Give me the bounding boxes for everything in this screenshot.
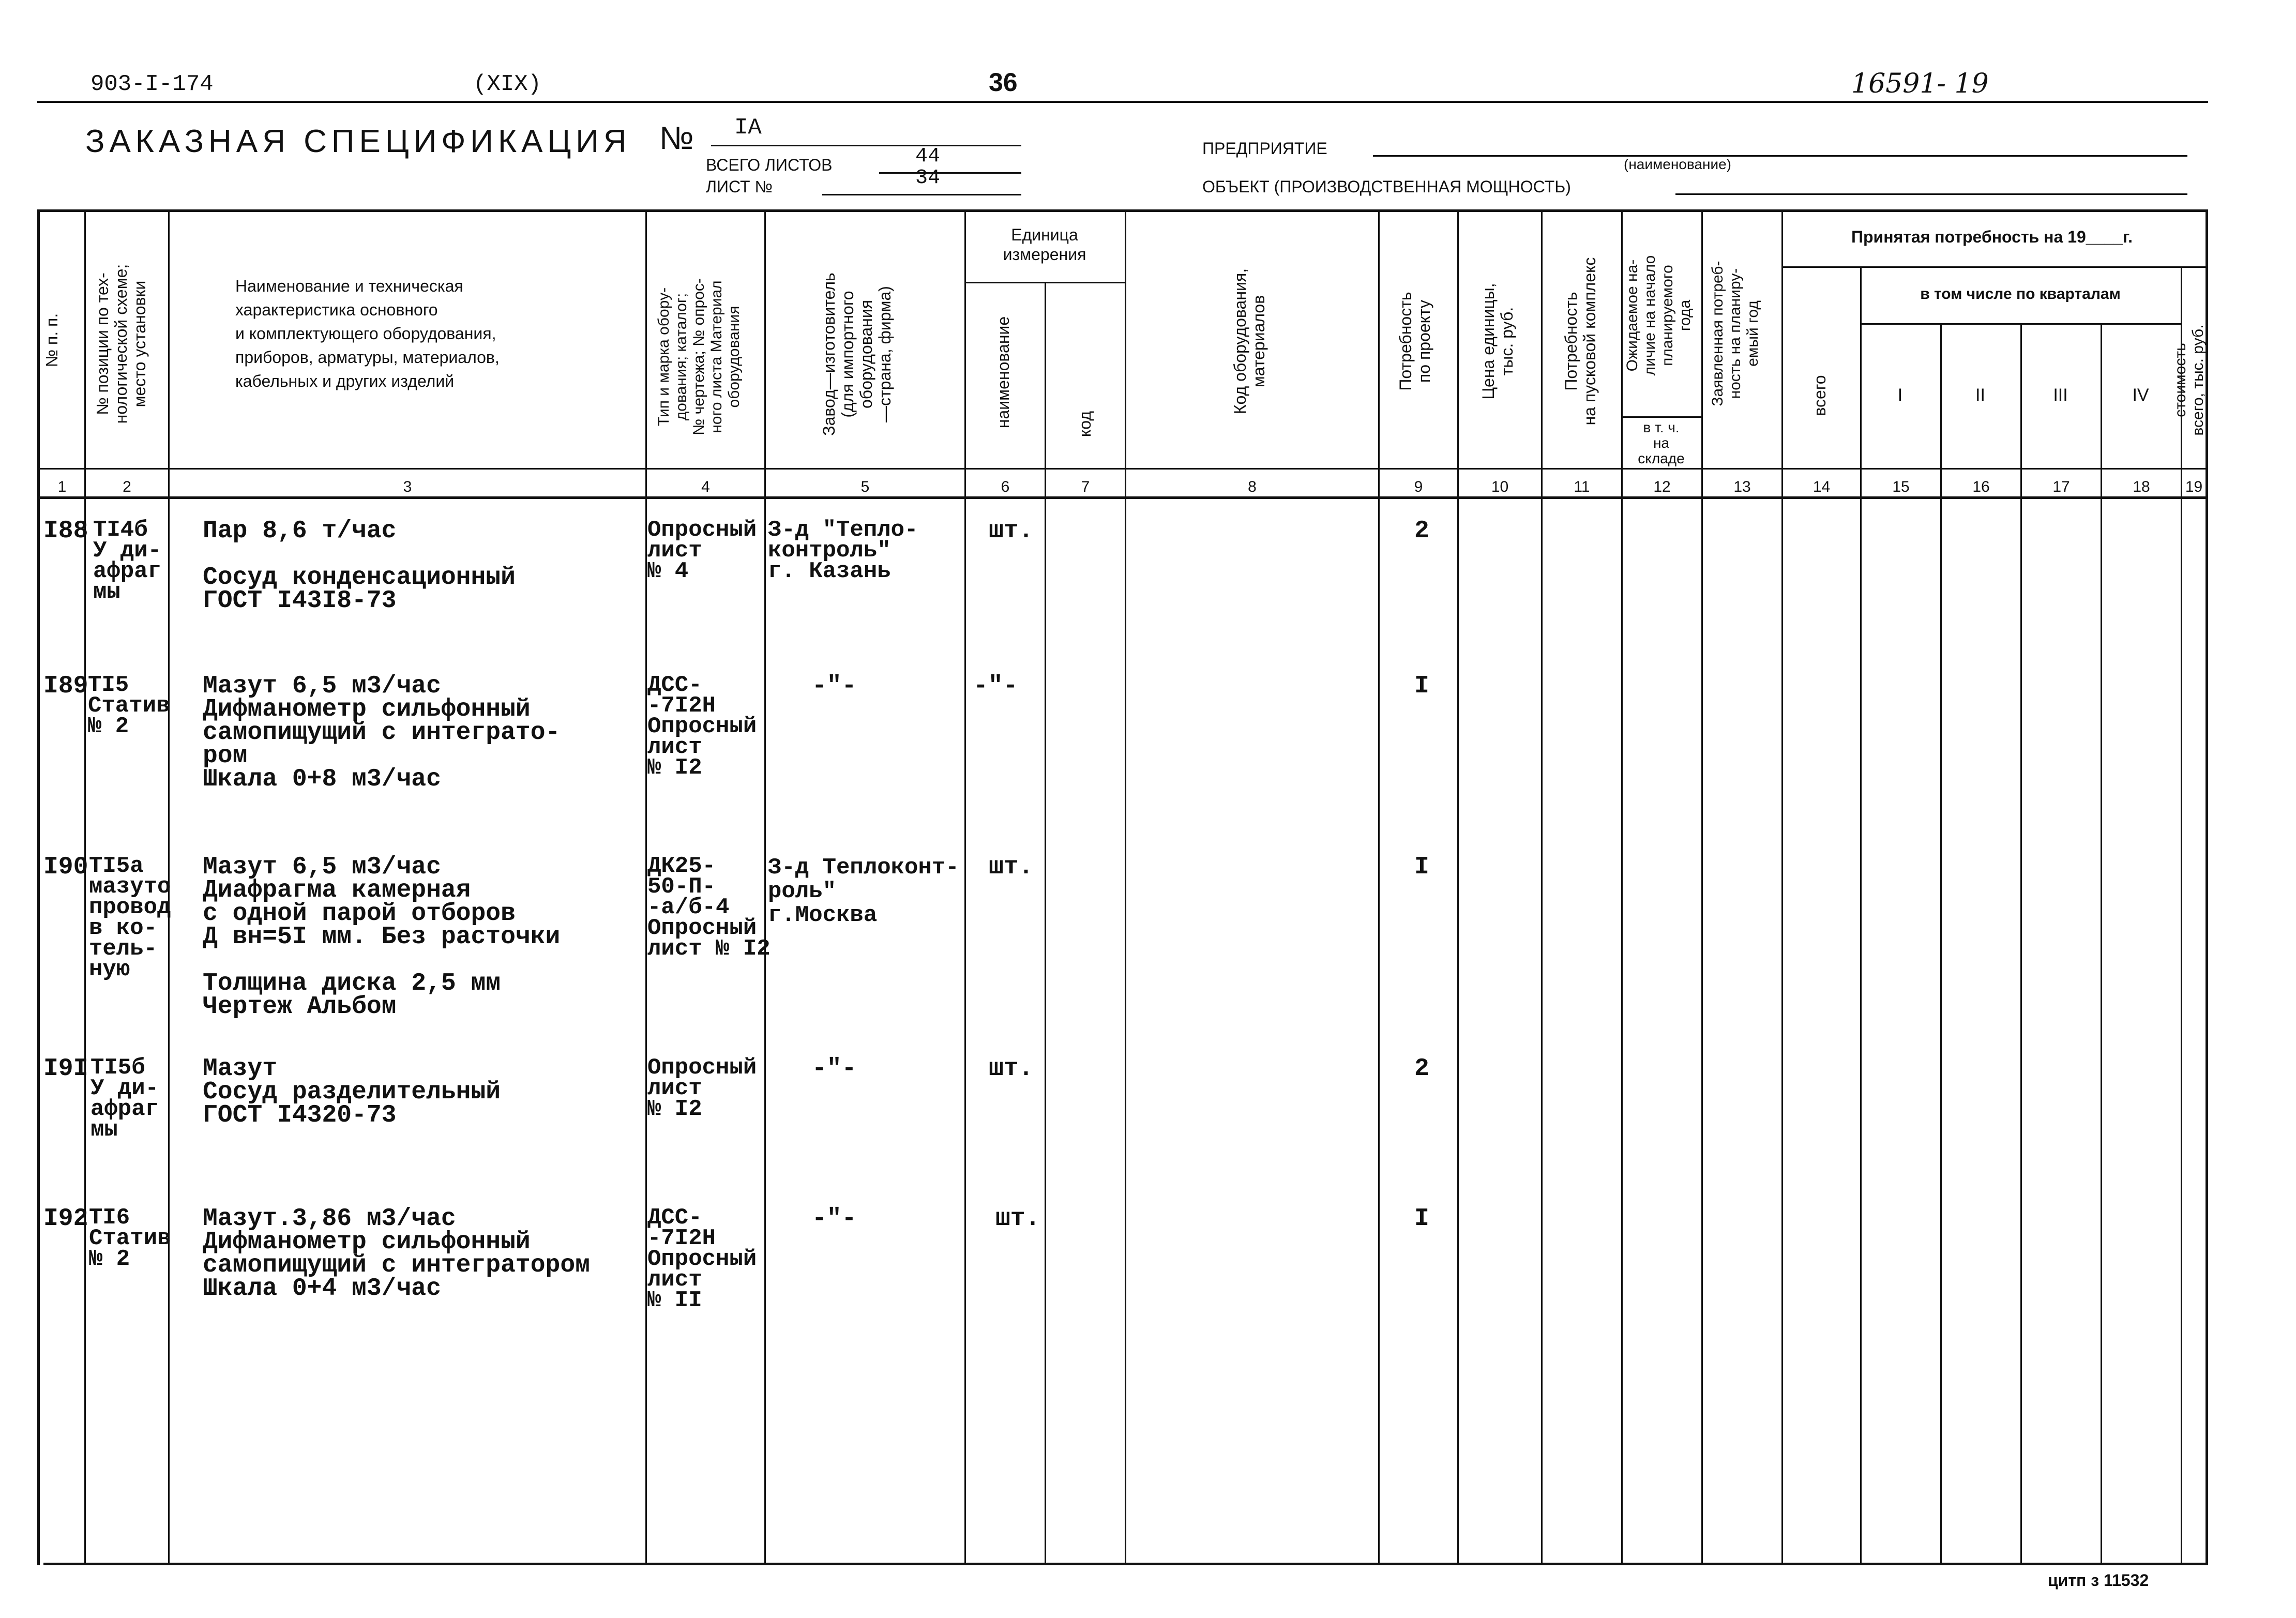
row-description: Мазут Сосуд разделительный ГОСТ I4320-73: [203, 1055, 501, 1129]
enterprise-underline: [1373, 155, 2187, 157]
name-hint: (наименование): [1624, 156, 1731, 172]
col-sep-9: [1457, 209, 1459, 1565]
sheet-value: 34: [915, 167, 941, 190]
header-accepted-need: Принятая потребность на 19____г.: [1851, 228, 2133, 246]
col-number-13: 13: [1733, 478, 1751, 495]
header-manufacturer: Завод—изготовитель (для импортного оборудования —страна, фирма): [820, 273, 894, 436]
col-number-10: 10: [1491, 478, 1509, 495]
col-sep-17: [2101, 323, 2102, 1565]
row-unit: шт.: [989, 517, 1034, 545]
header-total: всего: [1810, 375, 1829, 416]
col-sep-8: [1378, 209, 1380, 1565]
col-number-3: 3: [403, 478, 412, 495]
col-sep-7: [1125, 209, 1126, 1565]
header-q4: IV: [2132, 385, 2149, 405]
col-number-15: 15: [1892, 478, 1910, 495]
col-sep-3: [645, 209, 647, 1565]
table-top-border: [37, 209, 2208, 212]
quarters-rule: [1860, 323, 2181, 325]
form-number: IA: [734, 115, 762, 141]
row-number: I88: [43, 517, 88, 545]
header-unit-code: код: [1076, 411, 1094, 437]
row-position: TI4б У ди- афраг мы: [93, 517, 162, 605]
row-manufacturer: -"-: [812, 1205, 857, 1233]
col-sep-6: [1045, 282, 1046, 1565]
row-manufacturer: З-д Теплоконт- роль" г.Москва: [768, 855, 959, 928]
header-q1: I: [1897, 385, 1903, 405]
col-number-18: 18: [2133, 478, 2150, 495]
row-quantity: 2: [1414, 1055, 1429, 1083]
total-sheets-value: 44: [915, 145, 941, 168]
row-number: I90: [43, 853, 88, 881]
row-unit: шт.: [989, 1055, 1034, 1083]
row-quantity: I: [1414, 672, 1429, 700]
object-label: ОБЪЕКТ (ПРОИЗВОДСТВЕННАЯ МОЩНОСТЬ): [1202, 177, 1571, 196]
col-sep-1: [84, 209, 86, 1565]
total-sheets-underline: [879, 172, 1021, 174]
sheet-label: ЛИСТ №: [706, 177, 773, 196]
column-numbers-rule: [37, 496, 2208, 499]
header-q3: III: [2053, 385, 2068, 405]
unit-group-rule: [964, 282, 1125, 283]
col-sep-10: [1541, 209, 1543, 1565]
row-position: TI5 Статив № 2: [88, 672, 170, 739]
accepted-rule: [1781, 266, 2208, 268]
header-name-description: Наименование и техническая характеристика основного и комплектующего оборудования, приборов, арматуры, материалов, кабельных и других изделий: [235, 277, 500, 390]
page-number: 36: [989, 68, 1018, 97]
row-unit: шт.: [989, 853, 1034, 881]
col-number-9: 9: [1414, 478, 1423, 495]
header-unit-name: наименование: [994, 316, 1013, 429]
enterprise-label: ПРЕДПРИЯТИЕ: [1202, 139, 1327, 158]
header-q2: II: [1975, 385, 1985, 405]
total-sheets-label: ВСЕГО ЛИСТОВ: [706, 156, 833, 174]
col-number-19: 19: [2185, 478, 2203, 495]
row-description: Пар 8,6 т/час Сосуд конденсационный ГОСТ I43I8-73: [203, 517, 516, 615]
header-in-stock: в т. ч. на складе: [1638, 419, 1685, 466]
header-by-quarters: в том числе по кварталам: [1920, 285, 2121, 303]
row-manufacturer: -"-: [812, 1055, 857, 1083]
row-unit: шт.: [995, 1205, 1040, 1233]
col-sep-13: [1781, 209, 1783, 1565]
col-number-14: 14: [1812, 478, 1831, 495]
col-number-2: 2: [123, 478, 131, 495]
col-sep-16: [2020, 323, 2022, 1565]
col-sep-11: [1621, 209, 1623, 1565]
form-title: ЗАКАЗНАЯ СПЕЦИФИКАЦИЯ: [85, 124, 631, 159]
table-left-border: [37, 209, 40, 1565]
object-underline: [1675, 193, 2187, 195]
header-item-number: № п. п.: [42, 313, 61, 368]
header-unit-group: Единица измерения: [1003, 225, 1086, 264]
row-number: I89: [43, 672, 88, 700]
row-position: TI5а мазуто провод в ко- тель- ную: [89, 853, 171, 982]
row-unit: -"-: [973, 672, 1018, 700]
row-type: Опросный лист № 4: [647, 517, 757, 584]
header-position: № позиции по тех- нологической схеме; место установки: [93, 264, 149, 424]
footer-stamp: цитп з 11532: [2048, 1571, 2149, 1590]
col-number-1: 1: [57, 478, 67, 495]
stock-rule: [1621, 416, 1701, 418]
col-number-11: 11: [1574, 478, 1590, 495]
header-bottom-rule: [37, 468, 2208, 470]
col-number-8: 8: [1248, 478, 1257, 495]
row-type: ДСС- -7I2Н Опросный лист № I2: [647, 672, 757, 781]
sheet-underline: [822, 194, 1021, 195]
row-description: Мазут 6,5 м3/час Дифманометр сильфонный самопищущий с интеграто- ром Шкала 0+8 м3/час: [203, 672, 561, 793]
row-manufacturer: З-д "Тепло- контроль" г. Казань: [768, 517, 918, 584]
row-type: ДСС- -7I2Н Опросный лист № II: [647, 1205, 757, 1313]
col-number-7: 7: [1081, 478, 1090, 495]
header-expected-availability: Ожидаемое на- личие на начало планируемого года: [1624, 255, 1694, 376]
document-code: 903-I-174: [90, 71, 214, 97]
col-sep-15: [1940, 323, 1942, 1565]
col-number-5: 5: [860, 478, 870, 495]
row-number: I9I: [43, 1055, 88, 1083]
row-quantity: I: [1414, 853, 1429, 881]
row-type: ДК25- 50-П- -а/б-4 Опросный лист № I2: [647, 853, 771, 962]
row-number: I92: [43, 1205, 88, 1233]
form-number-underline: [711, 145, 1021, 146]
col-number-16: 16: [1972, 478, 1990, 495]
header-cost: стоимость всего, тыс. руб.: [2172, 324, 2207, 436]
header-equipment-code: Код оборудования, материалов: [1231, 268, 1268, 415]
header-declared-need: Заявленная потреб- ность на планиру- емый год: [1709, 261, 1761, 406]
top-rule: [37, 101, 2208, 103]
col-number-4: 4: [701, 478, 710, 495]
header-project-need: Потребность по проекту: [1396, 292, 1433, 391]
col-number-6: 6: [1001, 478, 1010, 495]
col-number-17: 17: [2052, 478, 2070, 495]
header-unit-price: Цена единицы, тыс. руб.: [1479, 283, 1516, 400]
header-type-brand: Тип и марка обору- дования; каталог; № чертежа; № опрос- ного листа Материал оборудования: [655, 278, 743, 435]
row-quantity: 2: [1414, 517, 1429, 545]
col-sep-5: [964, 209, 966, 1565]
col-sep-12: [1701, 209, 1703, 1565]
reference-number: 16591- 19: [1851, 68, 1989, 99]
row-manufacturer: -"-: [812, 672, 857, 700]
col-number-12: 12: [1653, 478, 1671, 495]
col-sep-14: [1860, 266, 1862, 1565]
row-quantity: I: [1414, 1205, 1429, 1233]
row-position: TI5б У ди- афраг мы: [90, 1055, 159, 1143]
row-position: TI6 Статив № 2: [89, 1205, 171, 1272]
row-type: Опросный лист № I2: [647, 1055, 757, 1122]
series-code: (XIX): [473, 71, 542, 97]
row-description: Мазут.3,86 м3/час Дифманометр сильфонный самопищущий с интегратором Шкала 0+4 м3/час: [203, 1205, 590, 1303]
row-description: Мазут 6,5 м3/час Диафрагма камерная с одной парой отборов Д вн=5I мм. Без расточки Толщина диска 2,5 мм Чертеж Альбом: [203, 853, 561, 1021]
header-startup-need: Потребность на пусковой комплекс: [1562, 257, 1599, 426]
form-number-prefix: №: [659, 120, 694, 156]
